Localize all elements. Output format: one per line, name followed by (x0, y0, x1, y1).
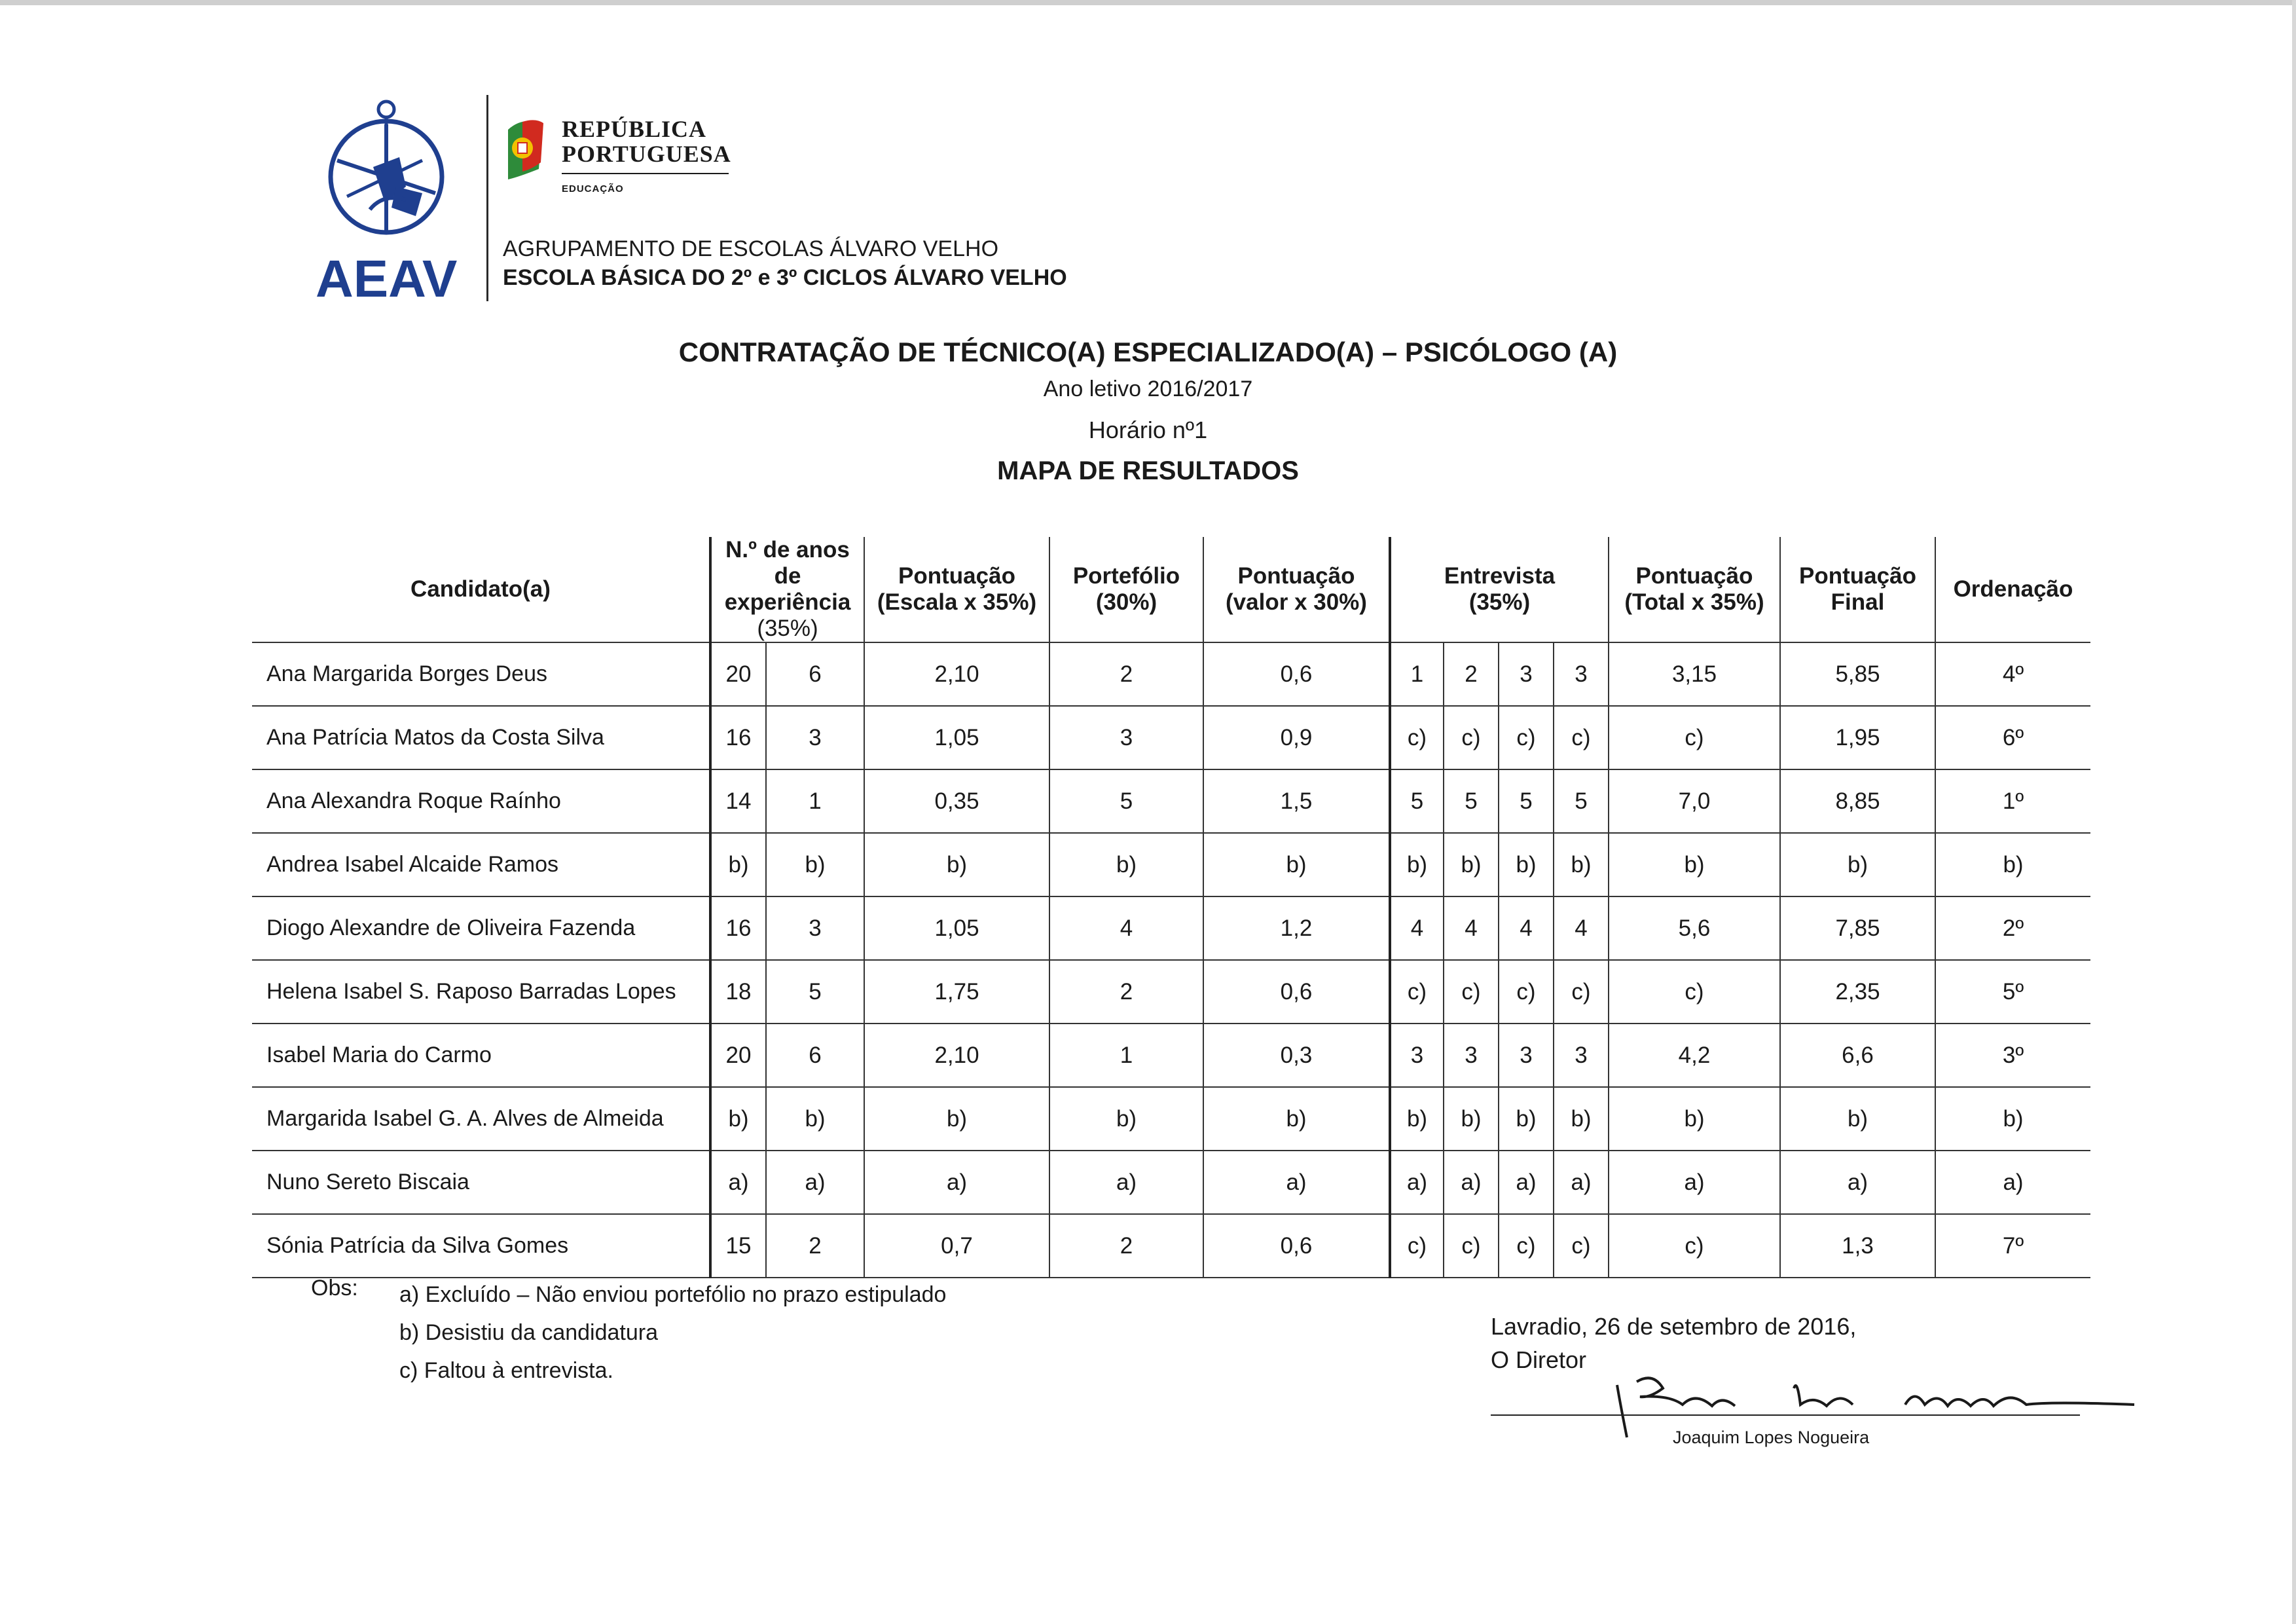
interview-4: c) (1554, 960, 1609, 1024)
score-scale: 0,35 (864, 769, 1049, 833)
interview-4: 5 (1554, 769, 1609, 833)
interview-1: b) (1390, 833, 1444, 896)
candidate-name: Diogo Alexandre de Oliveira Fazenda (252, 896, 710, 960)
ranking: a) (1935, 1151, 2090, 1214)
ranking: 5º (1935, 960, 2090, 1024)
interview-3: b) (1499, 833, 1554, 896)
final-score: 1,3 (1780, 1214, 1935, 1278)
score-scale: a) (864, 1151, 1049, 1214)
portfolio: 2 (1049, 642, 1203, 706)
ranking: 7º (1935, 1214, 2090, 1278)
experience-scale: 6 (766, 1024, 864, 1087)
interview-3: c) (1499, 960, 1554, 1024)
interview-2: c) (1444, 960, 1499, 1024)
candidate-name: Helena Isabel S. Raposo Barradas Lopes (252, 960, 710, 1024)
interview-2: c) (1444, 1214, 1499, 1278)
score-total: c) (1609, 960, 1780, 1024)
school-year: Ano letivo 2016/2017 (1043, 377, 1253, 401)
interview-2: a) (1444, 1151, 1499, 1214)
candidate-name: Margarida Isabel G. A. Alves de Almeida (252, 1087, 710, 1151)
brand-subtitle: EDUCAÇÃO (562, 183, 624, 194)
candidate-name: Isabel Maria do Carmo (252, 1024, 710, 1087)
table-row (252, 960, 2090, 1024)
experience-scale: 5 (766, 960, 864, 1024)
table-row (252, 706, 2090, 769)
experience-scale: b) (766, 1087, 864, 1151)
header-divider (486, 95, 488, 301)
header-experience: N.º de anos de experiência (35%) (710, 537, 864, 642)
final-score: b) (1780, 1087, 1935, 1151)
score-total: c) (1609, 1214, 1780, 1278)
interview-1: 5 (1390, 769, 1444, 833)
interview-3: c) (1499, 1214, 1554, 1278)
interview-3: 3 (1499, 1024, 1554, 1087)
header-interview: Entrevista (35%) (1390, 537, 1609, 642)
final-score: a) (1780, 1151, 1935, 1214)
place-date: Lavradio, 26 de setembro de 2016, (1491, 1313, 1857, 1340)
experience-years: 15 (710, 1214, 766, 1278)
experience-years: 20 (710, 1024, 766, 1087)
candidate-name: Ana Margarida Borges Deus (252, 642, 710, 706)
score-value: 0,9 (1203, 706, 1390, 769)
header-final-score: Pontuação Final (1780, 537, 1935, 642)
score-value: 0,3 (1203, 1024, 1390, 1087)
header-score-total: Pontuação (Total x 35%) (1609, 537, 1780, 642)
interview-3: a) (1499, 1151, 1554, 1214)
ranking: b) (1935, 833, 2090, 896)
score-total: b) (1609, 1087, 1780, 1151)
score-total: b) (1609, 833, 1780, 896)
score-value: a) (1203, 1151, 1390, 1214)
director-name: Joaquim Lopes Nogueira (1673, 1428, 1870, 1447)
observations-list (399, 1276, 946, 1390)
table-row (252, 896, 2090, 960)
interview-4: c) (1554, 706, 1609, 769)
score-scale: 0,7 (864, 1214, 1049, 1278)
score-total: 3,15 (1609, 642, 1780, 706)
aeav-logo-lettering: AEAV (316, 249, 458, 304)
table-row (252, 769, 2090, 833)
republica-portuguesa-name: REPÚBLICA PORTUGUESA (562, 116, 731, 167)
interview-4: a) (1554, 1151, 1609, 1214)
portfolio: 2 (1049, 1214, 1203, 1278)
table-header-row (252, 537, 2090, 642)
interview-2: b) (1444, 833, 1499, 896)
score-scale: 1,05 (864, 706, 1049, 769)
interview-1: c) (1390, 960, 1444, 1024)
scan-right-edge (2292, 0, 2296, 1624)
experience-years: 14 (710, 769, 766, 833)
candidate-name: Ana Patrícia Matos da Costa Silva (252, 706, 710, 769)
ranking: 6º (1935, 706, 2090, 769)
score-value: 0,6 (1203, 960, 1390, 1024)
final-score: 2,35 (1780, 960, 1935, 1024)
table-row (252, 1214, 2090, 1278)
portfolio: 2 (1049, 960, 1203, 1024)
interview-1: a) (1390, 1151, 1444, 1214)
director-role: O Diretor (1491, 1346, 1587, 1373)
candidate-name: Nuno Sereto Biscaia (252, 1151, 710, 1214)
final-score: 7,85 (1780, 896, 1935, 960)
score-scale: b) (864, 833, 1049, 896)
schedule-number: Horário nº1 (1088, 416, 1208, 443)
header-portfolio: Portefólio (30%) (1049, 537, 1203, 642)
portfolio: b) (1049, 833, 1203, 896)
table-row (252, 642, 2090, 706)
interview-2: c) (1444, 706, 1499, 769)
interview-4: b) (1554, 1087, 1609, 1151)
ranking: 4º (1935, 642, 2090, 706)
final-score: b) (1780, 833, 1935, 896)
observation-item: b) Desistiu da candidatura (399, 1320, 659, 1345)
portfolio: 4 (1049, 896, 1203, 960)
candidate-name: Sónia Patrícia da Silva Gomes (252, 1214, 710, 1278)
experience-scale: a) (766, 1151, 864, 1214)
experience-scale: 3 (766, 896, 864, 960)
table-row (252, 1151, 2090, 1214)
experience-years: 16 (710, 896, 766, 960)
header-score-value: Pontuação (valor x 30%) (1203, 537, 1390, 642)
experience-scale: 3 (766, 706, 864, 769)
score-scale: 1,75 (864, 960, 1049, 1024)
portfolio: 3 (1049, 706, 1203, 769)
interview-1: 4 (1390, 896, 1444, 960)
final-score: 6,6 (1780, 1024, 1935, 1087)
experience-scale: 6 (766, 642, 864, 706)
republica-portuguesa-emblem-icon (503, 117, 546, 179)
score-value: 1,2 (1203, 896, 1390, 960)
experience-scale: 2 (766, 1214, 864, 1278)
experience-years: 18 (710, 960, 766, 1024)
score-scale: 2,10 (864, 1024, 1049, 1087)
score-scale: 1,05 (864, 896, 1049, 960)
score-value: 0,6 (1203, 642, 1390, 706)
experience-scale: b) (766, 833, 864, 896)
interview-4: 3 (1554, 642, 1609, 706)
score-total: a) (1609, 1151, 1780, 1214)
document-titles (0, 334, 2296, 490)
interview-4: b) (1554, 833, 1609, 896)
table-row (252, 1087, 2090, 1151)
candidate-name: Andrea Isabel Alcaide Ramos (252, 833, 710, 896)
experience-years: a) (710, 1151, 766, 1214)
interview-3: 5 (1499, 769, 1554, 833)
header-ranking: Ordenação (1935, 537, 2090, 642)
interview-2: 2 (1444, 642, 1499, 706)
interview-3: 4 (1499, 896, 1554, 960)
score-total: 4,2 (1609, 1024, 1780, 1087)
score-total: c) (1609, 706, 1780, 769)
header-candidate: Candidato(a) (252, 537, 710, 642)
portfolio: b) (1049, 1087, 1203, 1151)
school-group-name: AGRUPAMENTO DE ESCOLAS ÁLVARO VELHO (503, 236, 999, 261)
experience-years: 20 (710, 642, 766, 706)
scan-top-edge (0, 0, 2296, 5)
score-scale: b) (864, 1087, 1049, 1151)
table-row (252, 833, 2090, 896)
results-map-title: MAPA DE RESULTADOS (997, 456, 1299, 485)
document-title: CONTRATAÇÃO DE TÉCNICO(A) ESPECIALIZADO(A) – PSICÓLOGO (A) (678, 337, 1618, 367)
ranking: 1º (1935, 769, 2090, 833)
experience-years: b) (710, 833, 766, 896)
interview-4: 3 (1554, 1024, 1609, 1087)
score-total: 5,6 (1609, 896, 1780, 960)
portfolio: a) (1049, 1151, 1203, 1214)
interview-2: 4 (1444, 896, 1499, 960)
aeav-logo (308, 95, 484, 304)
score-value: b) (1203, 833, 1390, 896)
portfolio: 5 (1049, 769, 1203, 833)
interview-1: 1 (1390, 642, 1444, 706)
final-score: 8,85 (1780, 769, 1935, 833)
observation-item: c) Faltou à entrevista. (399, 1358, 613, 1383)
interview-3: 3 (1499, 642, 1554, 706)
header-score-scale: Pontuação (Escala x 35%) (864, 537, 1049, 642)
observations-label: Obs: (311, 1276, 358, 1301)
interview-2: b) (1444, 1087, 1499, 1151)
ranking: b) (1935, 1087, 2090, 1151)
experience-years: b) (710, 1087, 766, 1151)
candidate-name: Ana Alexandra Roque Raínho (252, 769, 710, 833)
interview-1: b) (1390, 1087, 1444, 1151)
table-row (252, 1024, 2090, 1087)
final-score: 1,95 (1780, 706, 1935, 769)
interview-3: b) (1499, 1087, 1554, 1151)
interview-2: 5 (1444, 769, 1499, 833)
brand-rule (562, 173, 729, 174)
final-score: 5,85 (1780, 642, 1935, 706)
interview-1: c) (1390, 706, 1444, 769)
score-scale: 2,10 (864, 642, 1049, 706)
signature-line (1491, 1414, 2080, 1416)
experience-years: 16 (710, 706, 766, 769)
score-total: 7,0 (1609, 769, 1780, 833)
interview-4: 4 (1554, 896, 1609, 960)
interview-1: c) (1390, 1214, 1444, 1278)
results-table (252, 537, 2090, 1278)
school-name: ESCOLA BÁSICA DO 2º e 3º CICLOS ÁLVARO VELHO (503, 265, 1067, 290)
ranking: 2º (1935, 896, 2090, 960)
ranking: 3º (1935, 1024, 2090, 1087)
interview-1: 3 (1390, 1024, 1444, 1087)
score-value: b) (1203, 1087, 1390, 1151)
score-value: 0,6 (1203, 1214, 1390, 1278)
portfolio: 1 (1049, 1024, 1203, 1087)
observation-item: a) Excluído – Não enviou portefólio no prazo estipulado (399, 1282, 947, 1307)
interview-2: 3 (1444, 1024, 1499, 1087)
interview-4: c) (1554, 1214, 1609, 1278)
score-value: 1,5 (1203, 769, 1390, 833)
interview-3: c) (1499, 706, 1554, 769)
experience-scale: 1 (766, 769, 864, 833)
